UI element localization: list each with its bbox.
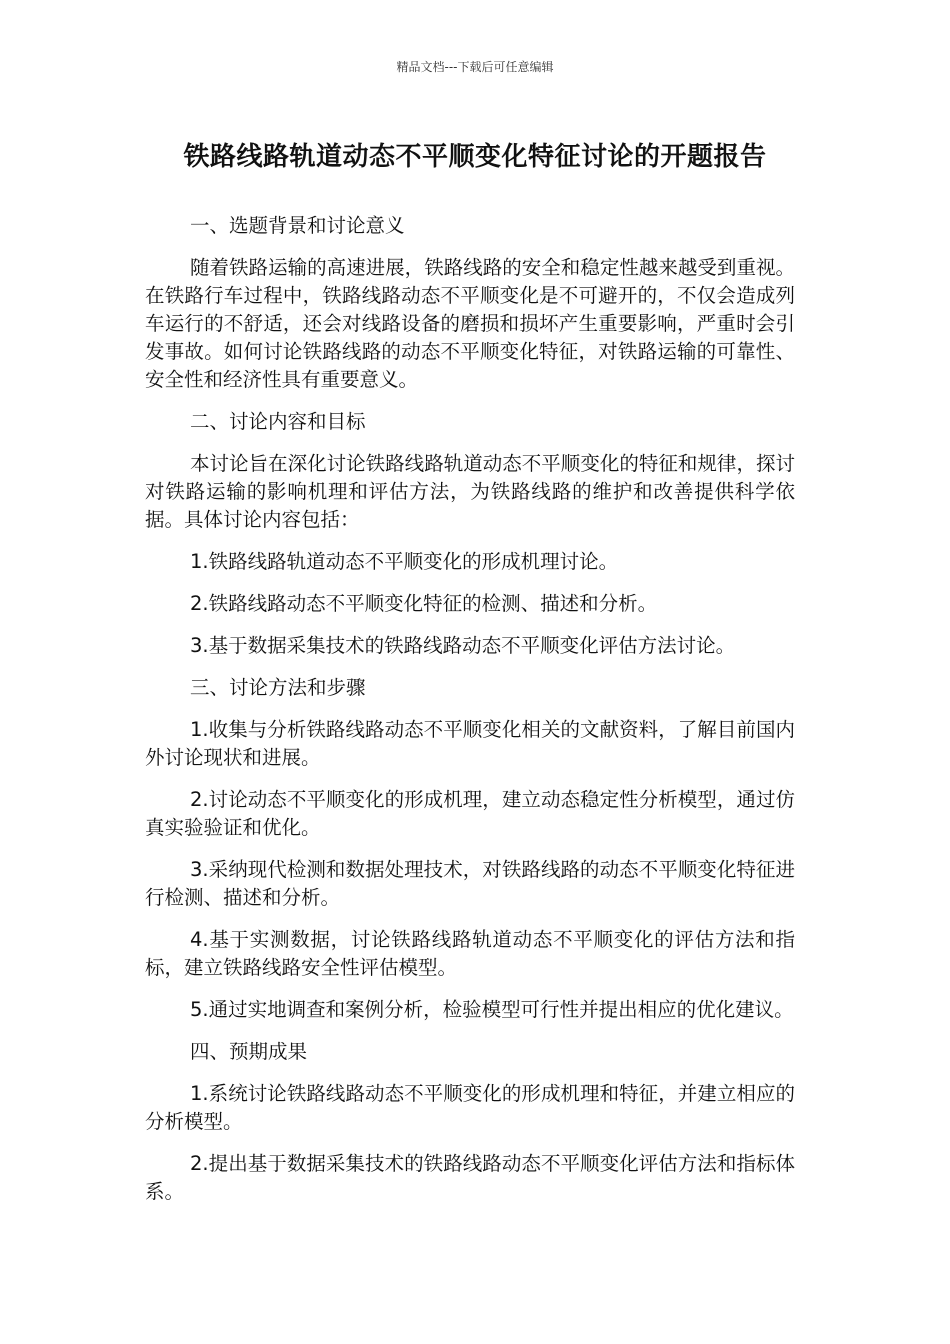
paragraph: 本讨论旨在深化讨论铁路线路轨道动态不平顺变化的特征和规律，探讨对铁路运输的影响机理和评估方法，为铁路线路的维护和改善提供科学依据。具体讨论内容包括：: [145, 452, 795, 531]
section-heading: 三、讨论方法和步骤: [190, 676, 366, 699]
list-item: 1.系统讨论铁路线路动态不平顺变化的形成机理和特征，并建立相应的分析模型。: [145, 1082, 795, 1133]
document-title: 铁路线路轨道动态不平顺变化特征讨论的开题报告: [183, 142, 767, 172]
page-header: 精品文档---下载后可任意编辑: [396, 60, 554, 74]
list-item: 2.讨论动态不平顺变化的形成机理，建立动态稳定性分析模型，通过仿真实验验证和优化。: [145, 788, 795, 839]
list-item: 1.收集与分析铁路线路动态不平顺变化相关的文献资料，了解目前国内外讨论现状和进展。: [145, 718, 795, 769]
section-heading: 二、讨论内容和目标: [190, 410, 366, 433]
list-item: 2.铁路线路动态不平顺变化特征的检测、描述和分析。: [190, 592, 658, 615]
paragraph: 随着铁路运输的高速进展，铁路线路的安全和稳定性越来越受到重视。在铁路行车过程中，铁路线路动态不平顺变化是不可避开的，不仅会造成列车运行的不舒适，还会对线路设备的磨损和损坏产生重要影响，严重时会引发事故。如何讨论铁路线路的动态不平顺变化特征，对铁路运输的可靠性、安全性和经济性具有重要意义。: [145, 256, 795, 391]
document-body: [145, 212, 795, 1220]
list-item: 1.铁路线路轨道动态不平顺变化的形成机理讨论。: [190, 550, 619, 573]
section-heading: 一、选题背景和讨论意义: [190, 214, 405, 237]
list-item: 5.通过实地调查和案例分析，检验模型可行性并提出相应的优化建议。: [190, 998, 794, 1021]
list-item: 4.基于实测数据，讨论铁路线路轨道动态不平顺变化的评估方法和指标，建立铁路线路安全性评估模型。: [145, 928, 795, 979]
section-heading: 四、预期成果: [190, 1040, 308, 1063]
list-item: 3.采纳现代检测和数据处理技术，对铁路线路的动态不平顺变化特征进行检测、描述和分析。: [145, 858, 795, 909]
list-item: 3.基于数据采集技术的铁路线路动态不平顺变化评估方法讨论。: [190, 634, 736, 657]
list-item: 2.提出基于数据采集技术的铁路线路动态不平顺变化评估方法和指标体系。: [145, 1152, 795, 1203]
